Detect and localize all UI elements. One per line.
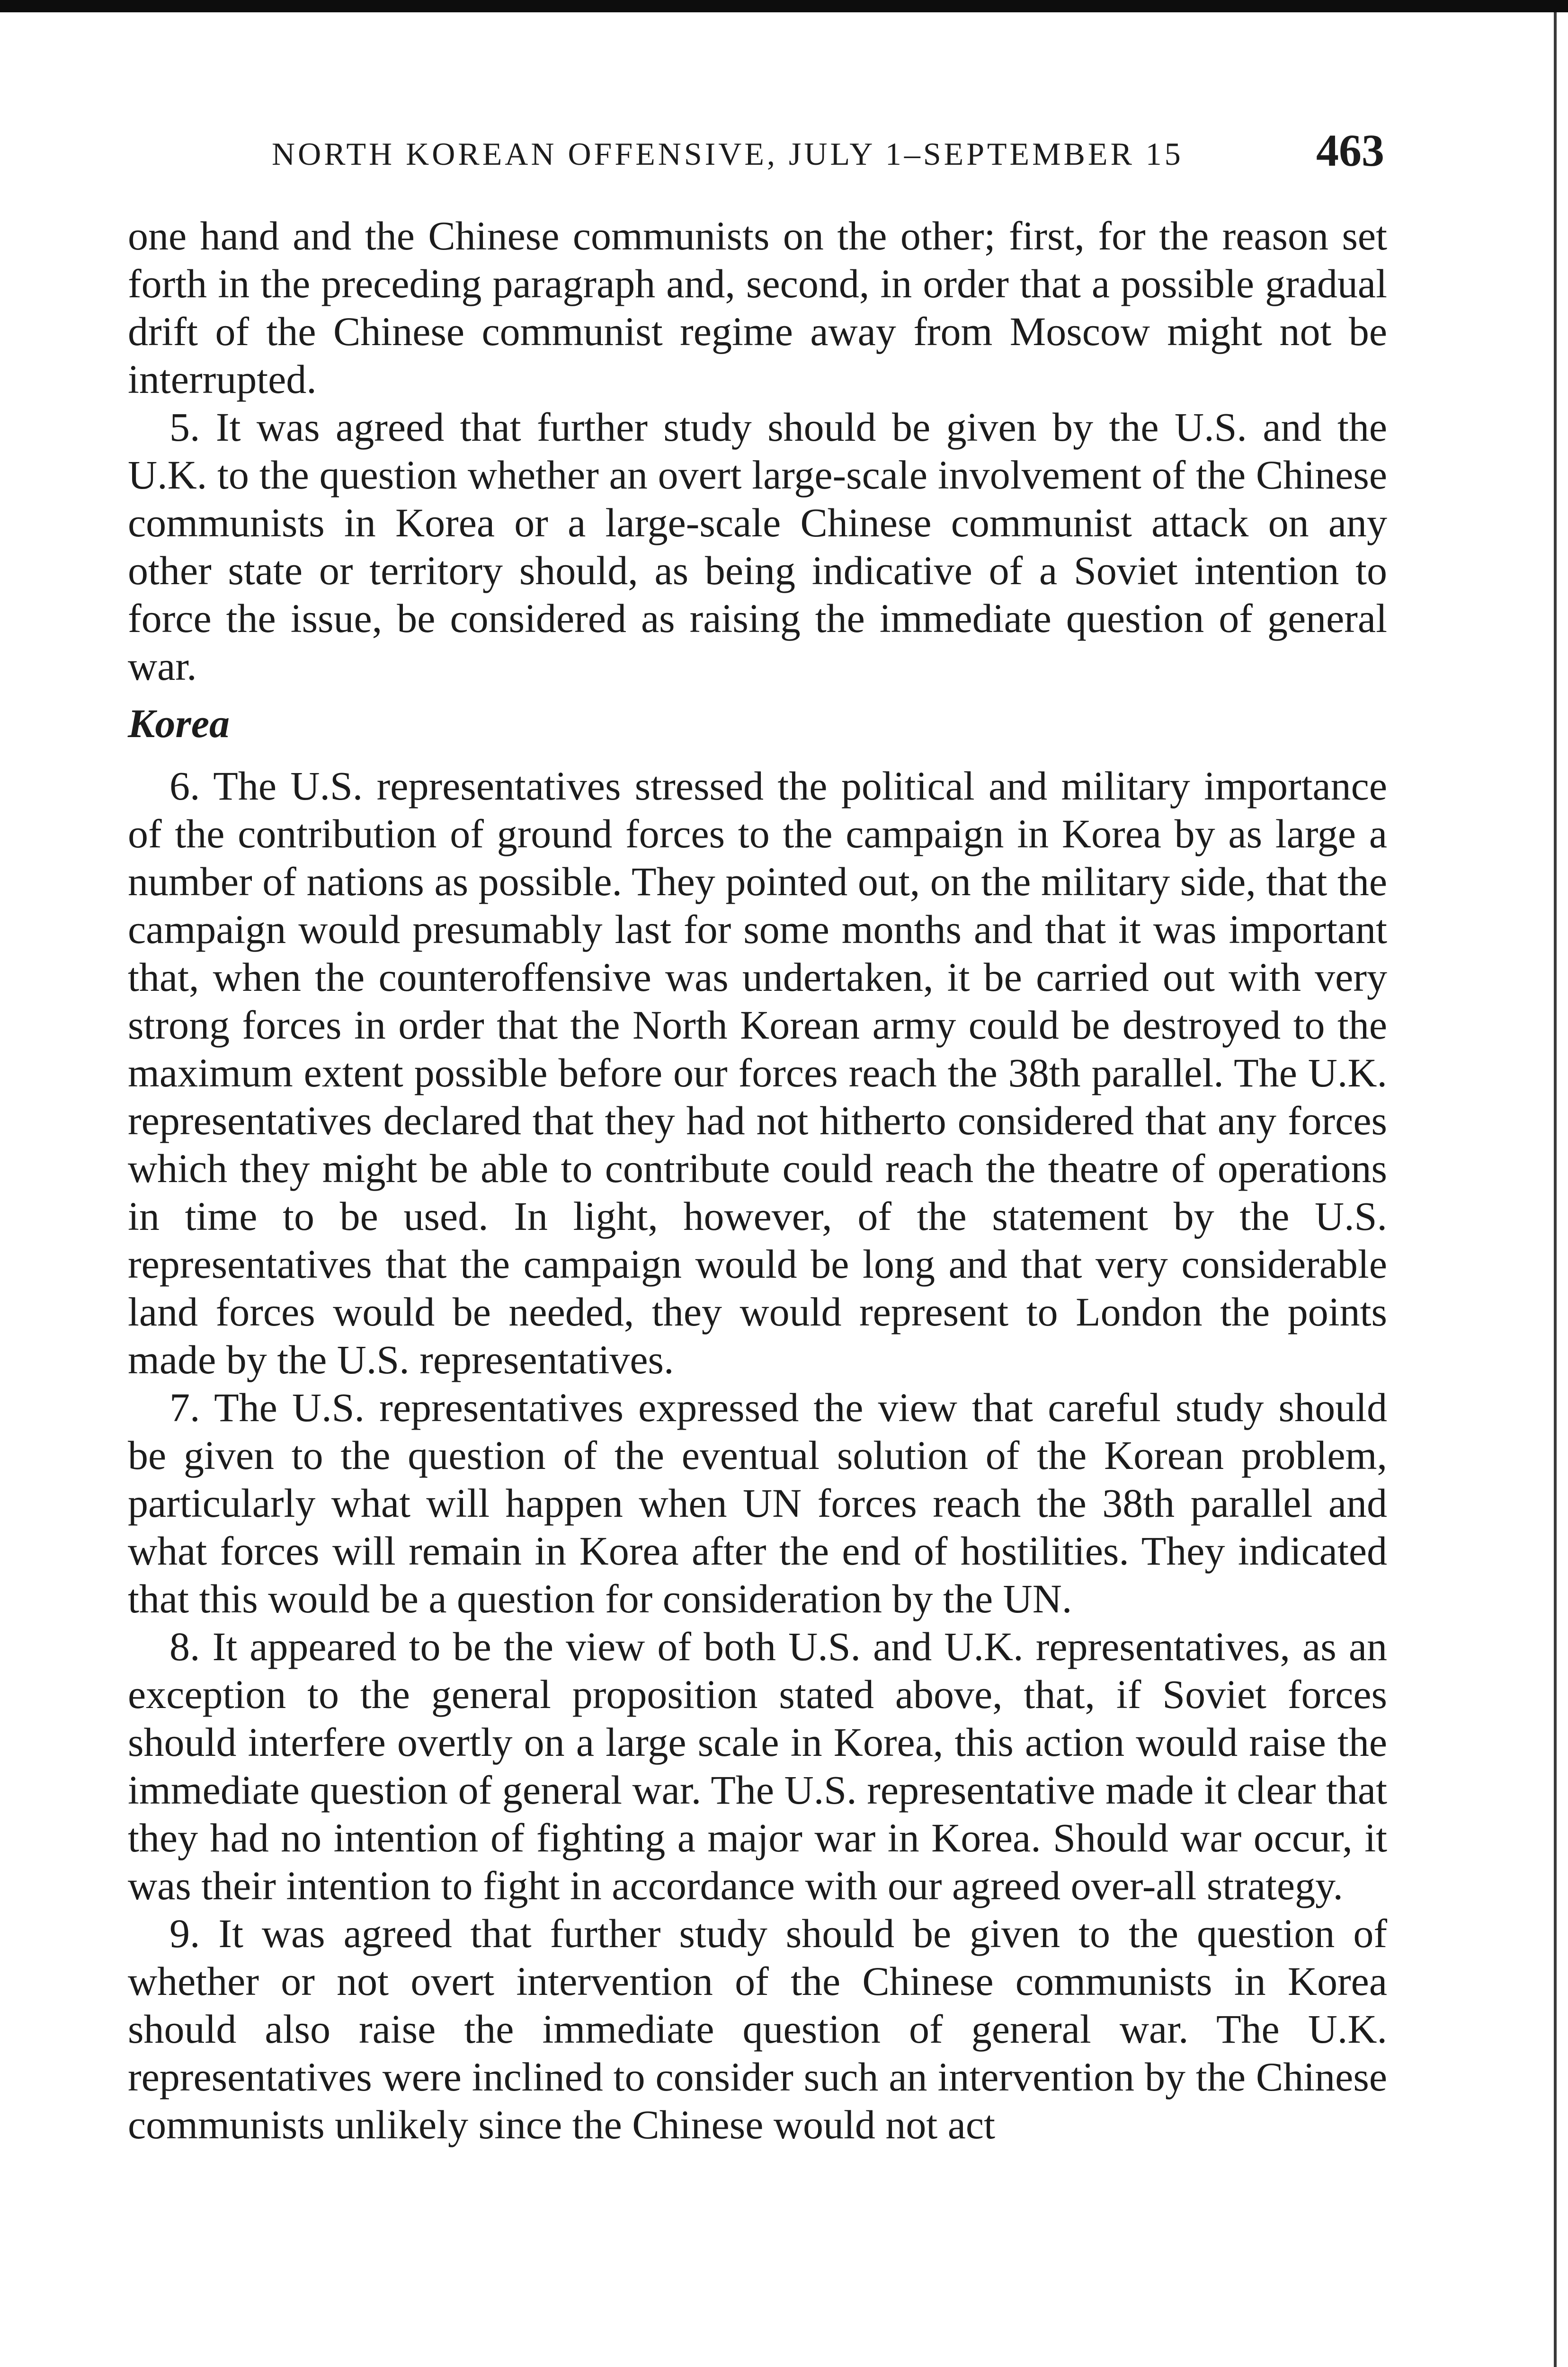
paragraph-5: 5. It was agreed that further study should be given by the U.S. and the U.K. to the question whether an overt large-scale involvement of the Chinese communists in Korea or a large-scale Chinese communist attack on any other state or territory should, as being indicative of a Soviet intention to force the issue, be considered as raising the immediate question of general war. xyxy=(128,404,1387,689)
paragraph-continuation: one hand and the Chinese communists on the other; first, for the reason set forth in the preceding paragraph and, second, in order that a possible gradual drift of the Chinese communist regime away from Moscow might not be interrupted. xyxy=(128,213,1387,402)
page-number: 463 xyxy=(1316,125,1384,176)
page-edge-line xyxy=(1554,12,1557,2367)
running-head-title: NORTH KOREAN OFFENSIVE, JULY 1–SEPTEMBER 15 xyxy=(272,136,1184,172)
paragraph-8: 8. It appeared to be the view of both U.S. and U.K. representatives, as an exception to the general proposition stated above, that, if Soviet forces should interfere overtly on a large scale in Korea, this action would raise the immediate question of general war. The U.S. representative made it clear that they had no intention of fighting a major war in Korea. Should war occur, it was their intention to fight in accordance with our agreed over-all strategy. xyxy=(128,1624,1387,1908)
section-heading-korea: Korea xyxy=(128,701,230,746)
paragraph-9: 9. It was agreed that further study should be given to the question of whether or not overt intervention of the Chinese communists in Korea should also raise the immediate question of general war. The U.K. representatives were inclined to consider such an intervention by the Chinese communists unlikely since the Chinese would not act xyxy=(128,1911,1387,2147)
paragraph-7: 7. The U.S. representatives expressed the view that careful study should be given to the question of the eventual solution of the Korean problem, particularly what will happen when UN forces reach the 38th parallel and what forces will remain in Korea after the end of hostilities. They indicated that this would be a question for consideration by the UN. xyxy=(128,1385,1387,1621)
body-text xyxy=(128,212,1387,2149)
paragraph-6: 6. The U.S. representatives stressed the political and military importance of the contribution of ground forces to the campaign in Korea by as large a number of nations as possible. They pointed out, on the military side, that the campaign would presumably last for some months and that it was important that, when the counteroffensive was undertaken, it be carried out with very strong forces in order that the North Korean army could be destroyed to the maximum extent possible before our forces reach the 38th parallel. The U.K. representatives declared that they had not hitherto considered that any forces which they might be able to contribute could reach the theatre of operations in time to be used. In light, however, of the statement by the U.S. representatives that the campaign would be long and that very considerable land forces would be needed, they would represent to London the points made by the U.S. representatives. xyxy=(128,763,1387,1382)
top-border-rule xyxy=(0,0,1568,12)
running-head xyxy=(272,124,1384,176)
